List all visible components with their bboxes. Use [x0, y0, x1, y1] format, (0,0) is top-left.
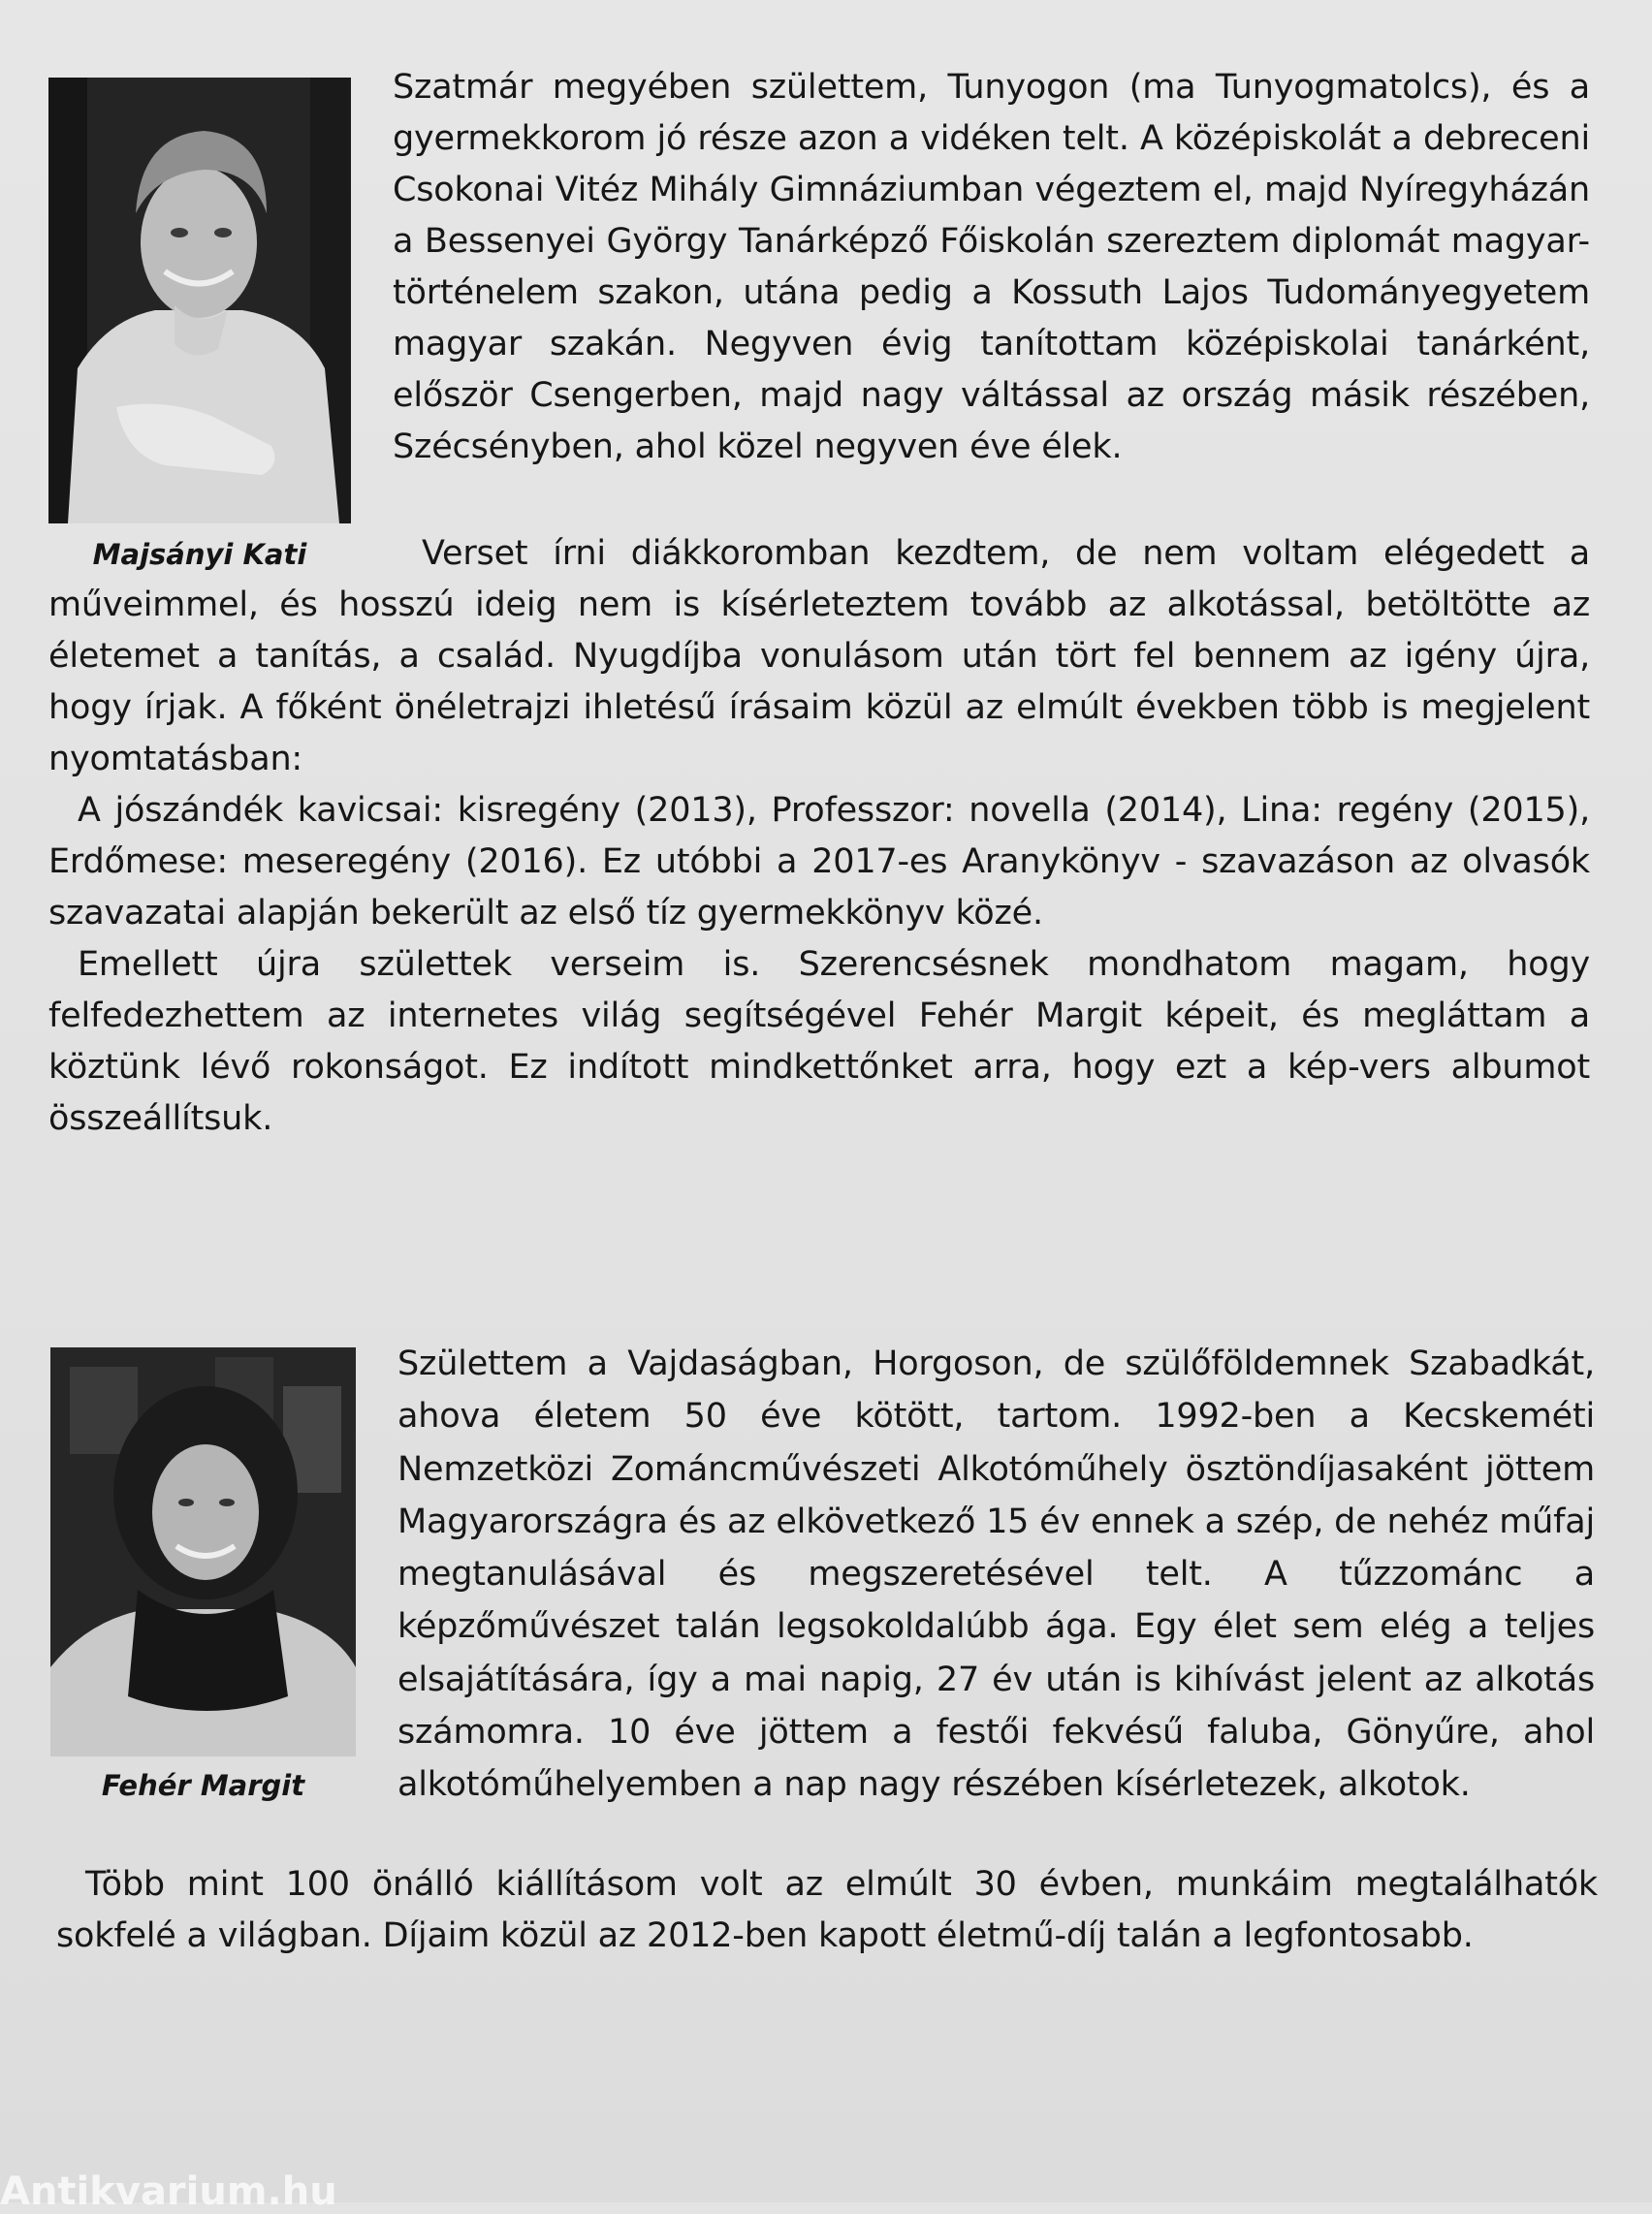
- photo-caption-majsanyi-kati: Majsányi Kati: [92, 538, 307, 571]
- bio-paragraph-4: Emellett újra születtek verseim is. Szerencsésnek mondhatom magam, hogy felfedezhettem az internetes világ segítségével Fehér Margit képeit, és megláttam a köztünk lévő rokonságot. Ez indított mindkettőnket arra, hogy ezt a kép-vers albumot összeállítsuk.: [48, 945, 1590, 1138]
- bio-paragraph-2: Verset írni diákkoromban kezdtem, de nem voltam elégedett a műveimmel, és hosszú ideig nem is kísérleteztem tovább az alkotással, betöltötte az életemet a tanítás, a család. Nyugdíjba vonulásom után tört fel bennem az igény újra, hogy írjak. A főként önéletrajzi ihletésű írásaim közül az elmúlt években több is megjelent nyomtatásban:: [48, 534, 1590, 778]
- watermark: Antikvarium.hu: [0, 2169, 337, 2214]
- bio-paragraph-3: A jószándék kavicsai: kisregény (2013), Professzor: novella (2014), Lina: regény (2015), Erdőmese: meseregény (2016). Ez utóbbi a 2017-es Aranykönyv - szavazáson az olvasók szavazatai alapján bekerült az első tíz gyermekkönyv közé.: [48, 791, 1590, 933]
- bio-paragraph-1: Szatmár megyében születtem, Tunyogon (ma Tunyogmatolcs), és a gyermekkorom jó része azon a vidéken telt. A középiskolát a debreceni Csokonai Vitéz Mihály Gimnáziumban végeztem el, majd Nyíregyházán a Bessenyei György Tanárképző Főiskolán szereztem diplomát magyar-történelem szakon, utána pedig a Kossuth Lajos Tudományegyetem magyar szakán. Negyven évig tanítottam középiskolai tanárként, először Csengerben, majd nagy váltással az ország másik részében, Szécsényben, ahol közel negyven éve élek.: [393, 68, 1590, 466]
- bio-paragraph-5: Születtem a Vajdaságban, Horgoson, de szülőföldemnek Szabadkát, ahova életem 50 éve kötött, tartom. 1992-ben a Kecskeméti Nemzetközi Zománcművészeti Alkotóműhely ösztöndíjasaként jöttem Magyarországra és az elkövetkező 15 év ennek a szép, de nehéz műfaj megtanulásával és megszeretésével telt. A tűzzománc a képzőművészet talán legsokoldalúbb ága. Egy élet sem elég a teljes elsajátítására, így a mai napig, 27 év után is kihívást jelent az alkotás számomra. 10 éve jöttem a festői fekvésű faluba, Gönyűre, ahol alkotóműhelyemben a nap nagy részében kísérletezek, alkotok.: [397, 1344, 1595, 1805]
- portrait-photo-majsanyi-kati: [48, 78, 351, 523]
- photo-caption-feher-margit: Fehér Margit: [101, 1769, 305, 1802]
- bio-paragraph-6: Több mint 100 önálló kiállításom volt az elmúlt 30 évben, munkáim megtalálhatók sokfelé a világban. Díjaim közül az 2012-ben kapott életmű-díj talán a legfontosabb.: [56, 1865, 1598, 1955]
- portrait-photo-feher-margit: [50, 1347, 356, 1756]
- portrait-illustration-1: [48, 78, 351, 523]
- portrait-illustration-2: [50, 1347, 356, 1756]
